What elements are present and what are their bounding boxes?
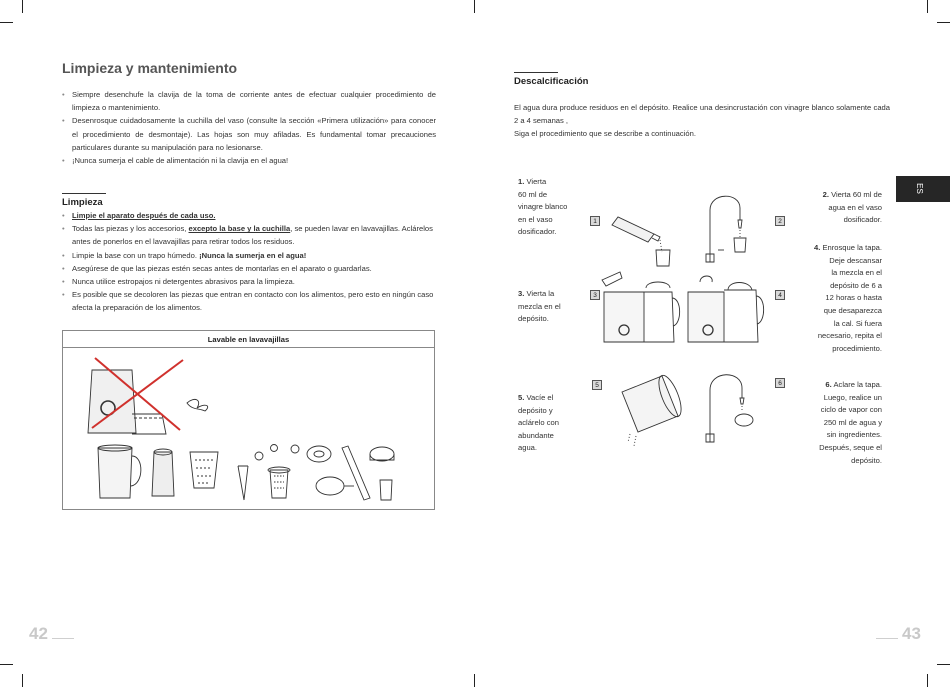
emphasis-text: Limpie el aparato después de cada uso.	[72, 211, 216, 220]
step-2-text	[790, 189, 882, 227]
section-heading-limpieza: Limpieza	[62, 197, 103, 208]
step-line: ciclo de vapor con	[820, 405, 882, 415]
section-rule	[514, 72, 558, 73]
page-title: Limpieza y mantenimiento	[62, 60, 238, 76]
step-line: vinagre blanco	[518, 202, 568, 212]
step-line: dosificador.	[518, 227, 557, 237]
list-item: • ¡Nunca sumerja el cable de alimentación ni la clavija en el agua!	[62, 154, 436, 167]
step-number: 4.	[814, 243, 821, 252]
list-item: • Siempre desenchufe la clavija de la toma de corriente antes de efectuar cualquier procedimiento de limpieza o mantenimiento.	[62, 88, 436, 114]
step-line: depósito y	[518, 405, 553, 415]
crop-mark	[0, 664, 13, 665]
figure-label-1: 1	[590, 216, 600, 226]
crop-mark	[937, 664, 950, 665]
step-line: abundante	[518, 430, 554, 440]
list-item	[62, 222, 436, 248]
step-line: 60 ml de	[518, 189, 548, 199]
figure-label-5: 5	[592, 380, 602, 390]
step-line: Deje descansar	[829, 255, 882, 265]
step-line: Aclare la tapa.	[833, 380, 882, 389]
step-line: depósito de 6 a	[830, 280, 882, 290]
crop-mark	[474, 674, 475, 687]
list-text: Limpie la base con un trapo húmedo.	[72, 250, 200, 260]
step-line: la mezcla en el	[831, 268, 882, 278]
list-item: • Es posible que se decoloren las piezas que entran en contacto con los alimentos, pero esto en ningún caso afecta la preparación de los alimentos.	[62, 288, 436, 314]
page-number: 43	[902, 624, 921, 643]
step-line: 250 ml de agua y	[823, 417, 882, 427]
step-line: Vacíe el	[526, 393, 554, 402]
table-header: Lavable en lavavajillas	[63, 331, 434, 348]
step-line: agua.	[518, 443, 538, 453]
step-line: Vierta 60 ml de	[831, 190, 882, 199]
emphasis-text: excepto la base y la cuchilla	[188, 224, 291, 234]
step-1-text	[518, 176, 580, 239]
step-5-text	[518, 392, 580, 455]
step-line: necesario, repita el	[817, 331, 882, 341]
step-line: sin ingredientes.	[826, 430, 882, 440]
language-tab-label: ES	[914, 183, 924, 194]
step-4-text	[790, 242, 882, 355]
list-text: , se pueden lavar en lavavajillas. Aclárelos antes de ponerlos en el lavavajillas para retirar todos los residuos.	[72, 224, 433, 247]
step-line: en el vaso	[518, 214, 553, 224]
descaling-steps-illustration	[600, 180, 775, 470]
step-6-text	[790, 379, 882, 467]
step-number: 6.	[825, 380, 832, 389]
list-item: • Desenrosque cuidadosamente la cuchilla del vaso (consulte la sección «Primera utilización» para conocer el procedimiento de desmontaje). Las hojas son muy afiladas. Es fundamental tomar precauciones particulares durante su manipulación para no lesionarse.	[62, 114, 436, 154]
limpieza-list	[62, 209, 436, 315]
step-line: mezcla en el	[518, 301, 561, 311]
step-line: Después, seque el	[819, 442, 882, 452]
figure-label-3: 3	[590, 290, 600, 300]
figure-label-2: 2	[775, 216, 785, 226]
language-tab	[896, 176, 950, 202]
step-number: 3.	[518, 289, 525, 298]
step-line: la cal. Si fuera	[833, 318, 882, 328]
step-line: Vierta la	[526, 289, 555, 298]
step-number: 5.	[518, 393, 525, 402]
step-line: agua en el vaso	[828, 202, 882, 212]
crop-mark	[22, 0, 23, 13]
section-heading-descalcificacion: Descalcificación	[514, 76, 589, 87]
figure-label-6: 6	[775, 378, 785, 388]
crop-mark	[22, 674, 23, 687]
step-line: 12 horas o hasta	[825, 293, 882, 303]
dishwasher-parts-illustration	[62, 348, 435, 510]
emphasis-text: ¡Nunca la sumerja en el agua!	[199, 250, 307, 260]
step-3-text	[518, 288, 580, 326]
step-line: depósito.	[518, 314, 549, 324]
list-item: • Asegúrese de que las piezas estén secas antes de montarlas en el aparato o guardarlas.	[62, 262, 436, 275]
page-number-rule	[876, 638, 898, 639]
step-line: Luego, realice un	[823, 392, 882, 402]
step-number: 1.	[518, 177, 525, 186]
page-number: 42	[29, 624, 48, 643]
step-line: aclárelo con	[518, 418, 559, 428]
list-item	[62, 209, 436, 222]
descale-intro-2: Siga el procedimiento que se describe a continuación.	[514, 129, 696, 138]
step-number: 2.	[822, 190, 829, 199]
crop-mark	[927, 674, 928, 687]
crop-mark	[937, 22, 950, 23]
step-line: procedimiento.	[832, 343, 882, 353]
step-line: Vierta	[526, 177, 547, 186]
list-item: • Nunca utilice estropajos ni detergentes abrasivos para la limpieza.	[62, 275, 436, 288]
crop-mark	[0, 22, 13, 23]
step-line: depósito.	[851, 455, 882, 465]
list-item	[62, 249, 436, 262]
crop-mark	[927, 0, 928, 13]
section-rule	[62, 193, 106, 194]
intro-list	[62, 88, 436, 167]
page-number-rule	[52, 638, 74, 639]
step-line: que desaparezca	[823, 305, 882, 315]
list-text: Todas las piezas y los accesorios,	[72, 224, 189, 234]
step-line: dosificador.	[843, 215, 882, 225]
descale-intro: El agua dura produce residuos en el depósito. Realice una desincrustación con vinagre blanco solamente cada 2 a 4 semanas ,	[514, 103, 890, 126]
crop-mark	[474, 0, 475, 13]
step-line: Enrosque la tapa.	[822, 243, 882, 252]
figure-label-4: 4	[775, 290, 785, 300]
